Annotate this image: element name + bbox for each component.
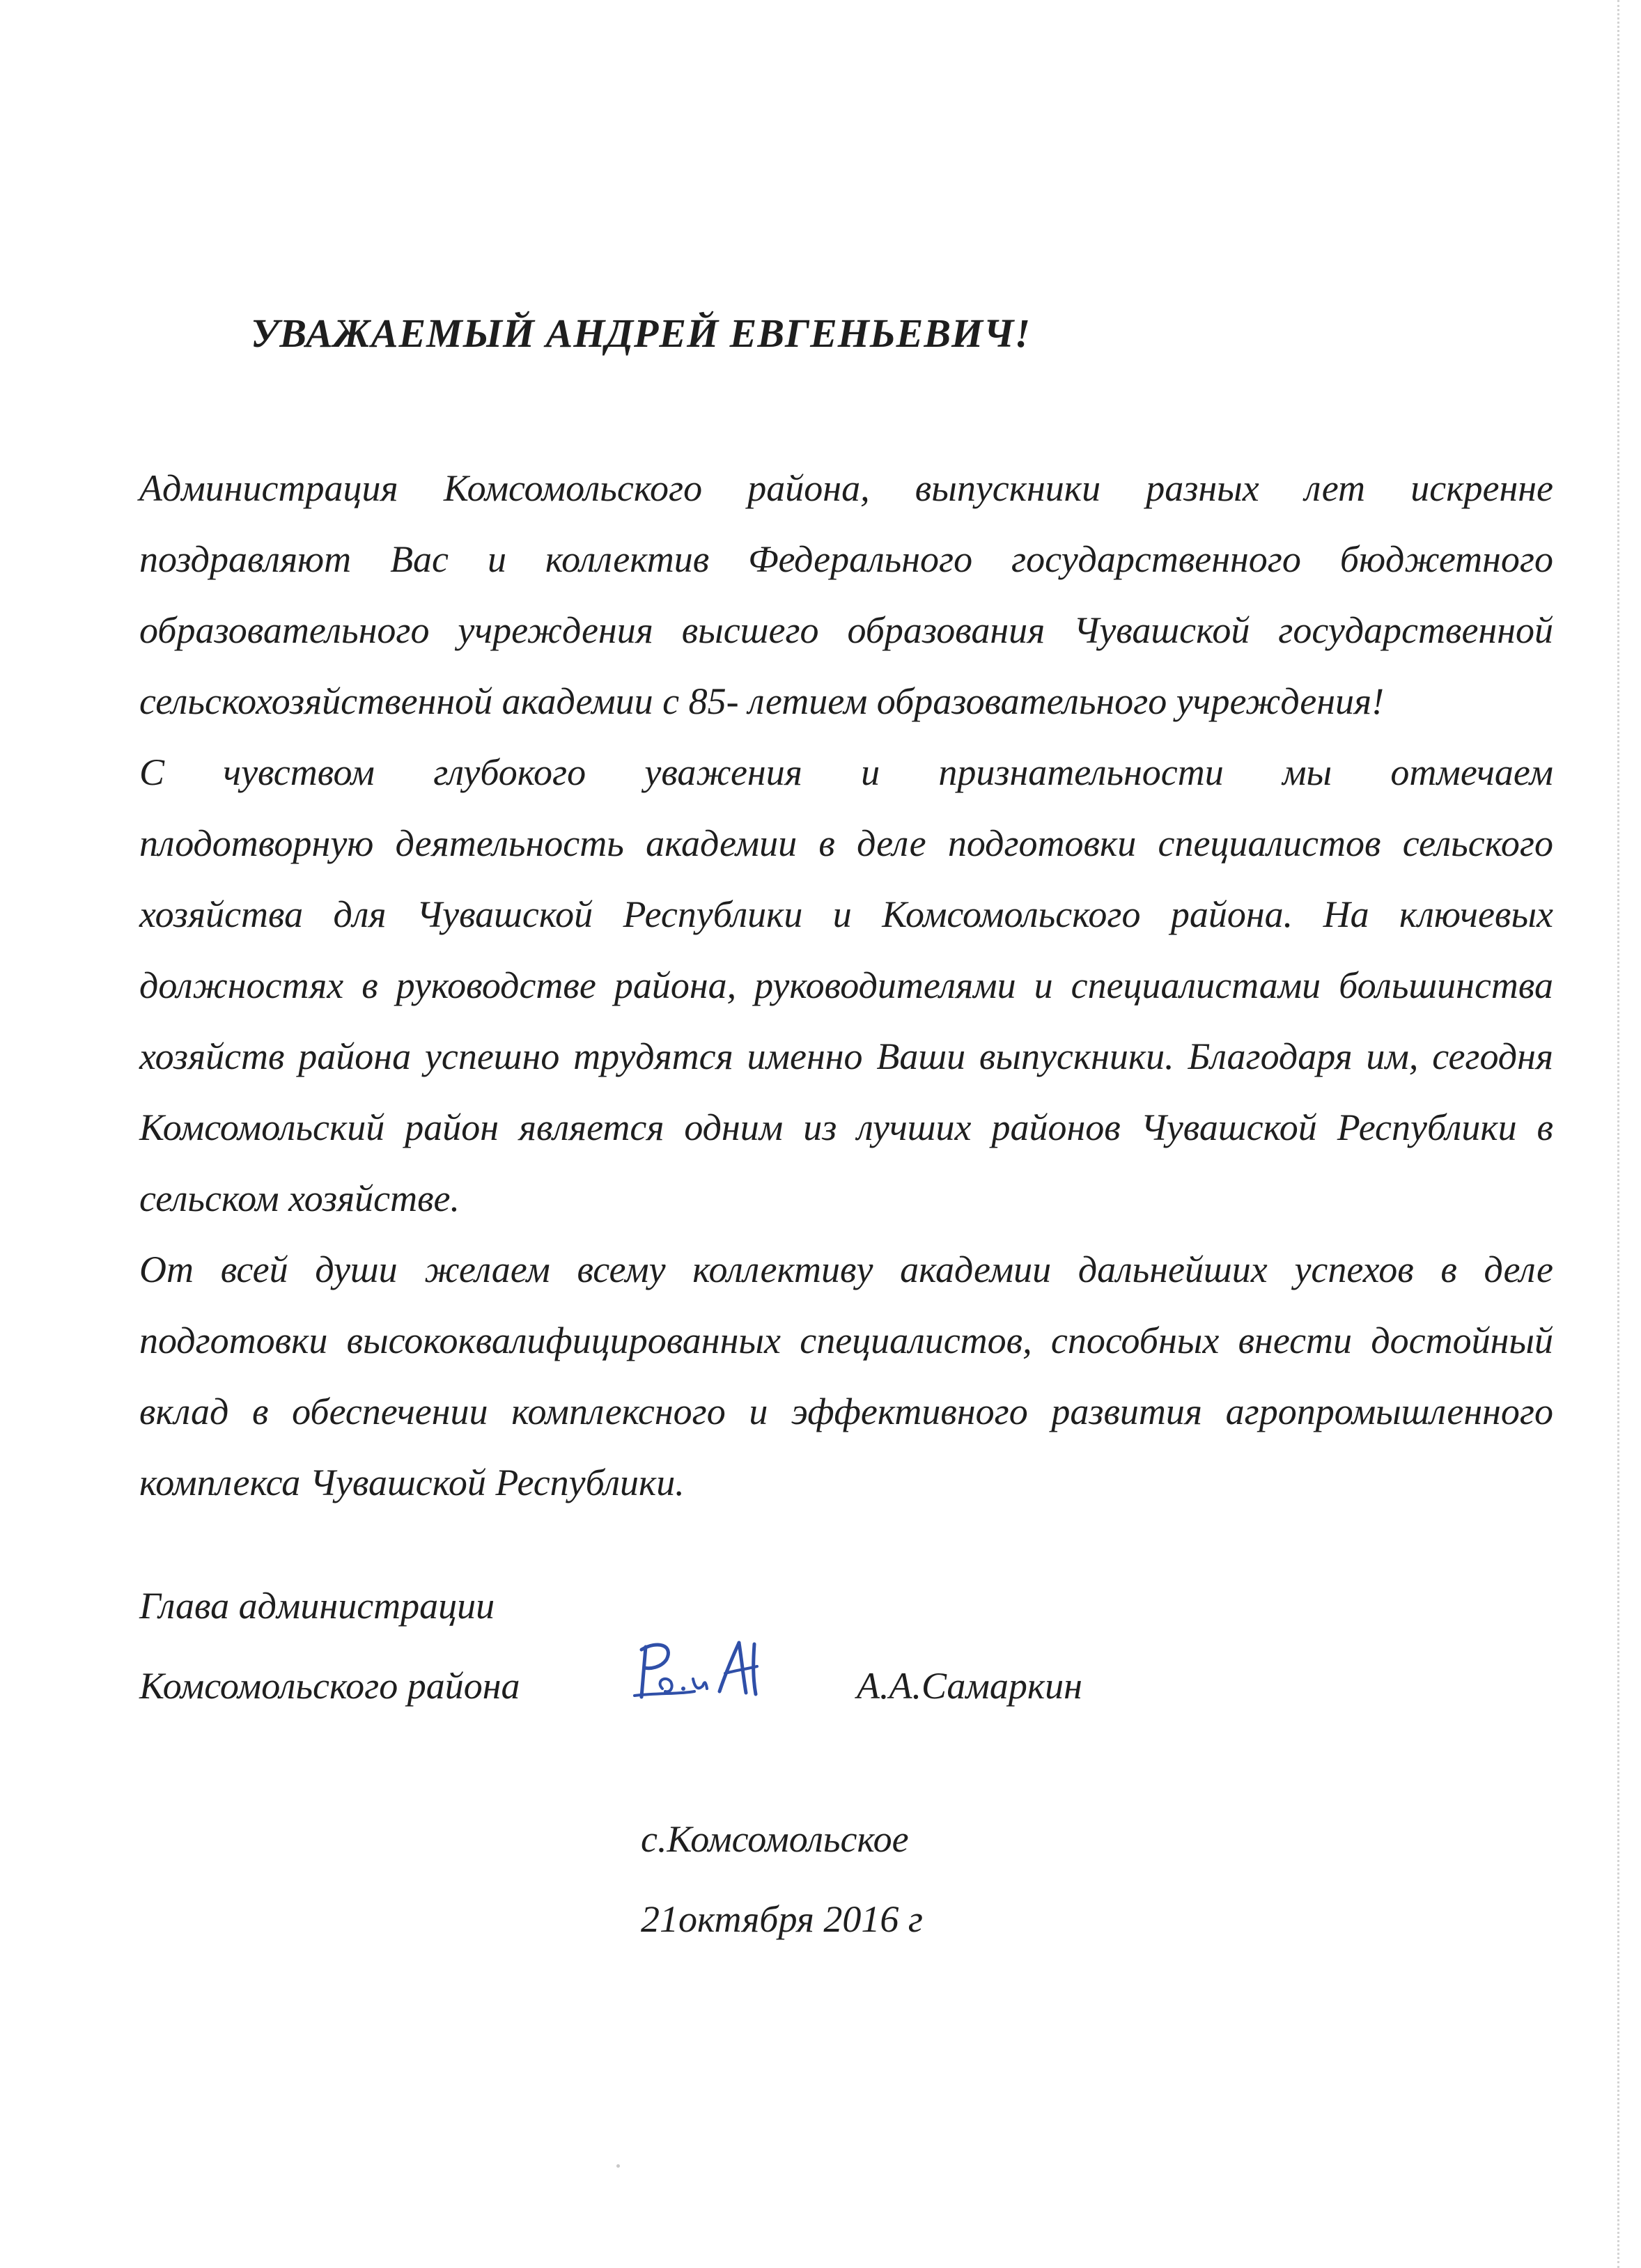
paragraph-1-line-1: Администрация Комсомольского района, выпускники разных лет искренне <box>139 467 1553 509</box>
letter-date: 21октября 2016 г <box>641 1898 923 1940</box>
paragraph-2-line-1: С чувством глубокого уважения и признательности мы отмечаем <box>139 751 1553 793</box>
signer-name: А.А.Самаркин <box>857 1665 1082 1707</box>
letter-body <box>139 453 1553 1518</box>
place-of-issue: с.Комсомольское <box>641 1818 909 1860</box>
paragraph-2-line-2: плодотворную деятельность академии в деле подготовки специалистов сельского <box>139 822 1553 864</box>
page-edge-perforation <box>1617 0 1631 2268</box>
paragraph-3-line-4: комплекса Чувашской Республики. <box>139 1462 685 1503</box>
paragraph-2-line-7: сельском хозяйстве. <box>139 1178 460 1219</box>
signatory-position-line-1: Глава администрации <box>139 1585 495 1627</box>
paragraph-2-line-4: должностях в руководстве района, руководителями и специалистами большинства <box>139 964 1553 1006</box>
handwritten-signature <box>630 1633 770 1710</box>
paragraph-1-line-2: поздравляют Вас и коллектив Федерального государственного бюджетного <box>139 538 1553 580</box>
paragraph-1-line-3: образовательного учреждения высшего образования Чувашской государственной <box>139 609 1553 651</box>
paragraph-2-line-5: хозяйств района успешно трудятся именно Ваши выпускники. Благодаря им, сегодня <box>139 1035 1553 1077</box>
signatory-position-line-2: Комсомольского района <box>139 1665 520 1707</box>
salutation: УВАЖАЕМЫЙ АНДРЕЙ ЕВГЕНЬЕВИЧ! <box>251 311 1032 356</box>
paragraph-2-line-6: Комсомольский район является одним из лучших районов Чувашской Республики в <box>139 1106 1553 1148</box>
paragraph-2-line-3: хозяйства для Чувашской Республики и Комсомольского района. На ключевых <box>139 893 1553 935</box>
paragraph-3-line-2: подготовки высококвалифицированных специалистов, способных внести достойный <box>139 1320 1553 1361</box>
paragraph-1-line-4: сельскохозяйственной академии с 85- летием образовательного учреждения! <box>139 680 1385 722</box>
paragraph-3-line-1: От всей души желаем всему коллективу академии дальнейших успехов в деле <box>139 1249 1553 1290</box>
paragraph-3-line-3: вклад в обеспечении комплексного и эффективного развития агропромышленного <box>139 1391 1553 1432</box>
scan-speck <box>616 2164 620 2168</box>
